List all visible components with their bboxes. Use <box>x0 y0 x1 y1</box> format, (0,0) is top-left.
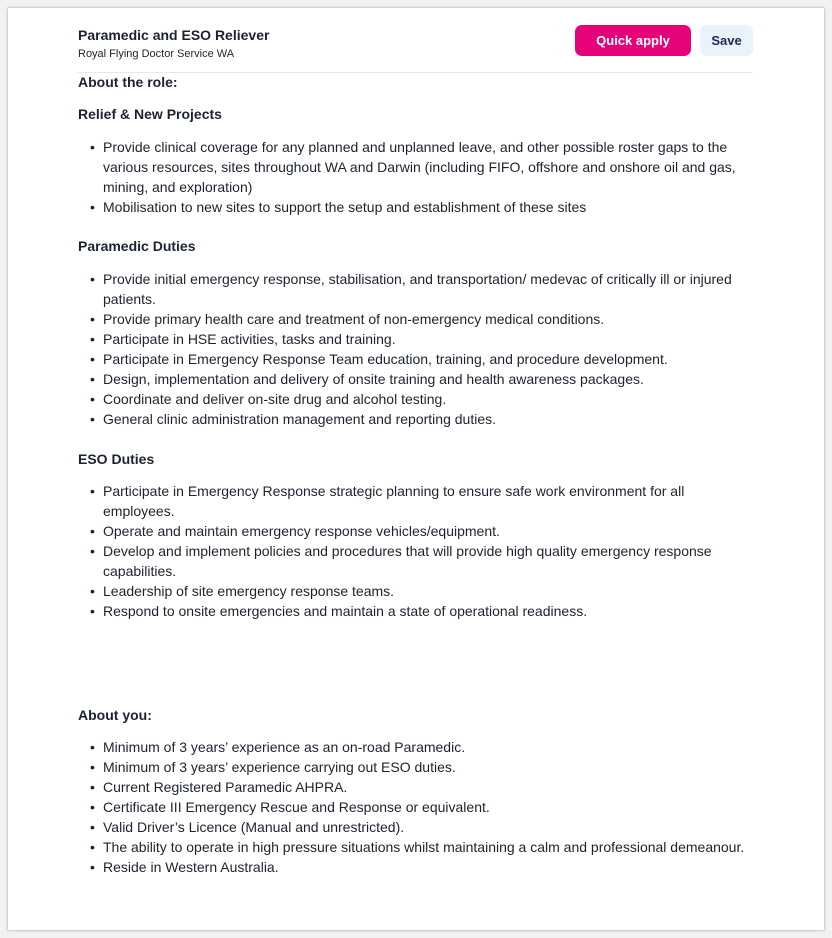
list-item: • The ability to operate in high pressure situations whilst maintaining a calm and professional demeanour. <box>78 837 758 857</box>
list-item: • Develop and implement policies and procedures that will provide high quality emergency response capabilities. <box>78 541 758 581</box>
relief-list <box>78 137 758 217</box>
list-item: • General clinic administration management and reporting duties. <box>78 409 758 429</box>
list-item: • Minimum of 3 years’ experience carrying out ESO duties. <box>78 757 758 777</box>
list-item: • Reside in Western Australia. <box>78 857 758 877</box>
eso-duties-list <box>78 481 758 621</box>
job-title: Paramedic and ESO Reliever <box>78 27 270 43</box>
list-item: • Provide clinical coverage for any planned and unplanned leave, and other possible roster gaps to the various resources, sites throughout WA and Darwin (including FIFO, offshore and onshore oil and gas, mining, and exploration) <box>78 137 758 197</box>
section-heading-relief: Relief & New Projects <box>78 106 222 122</box>
list-item: • Participate in Emergency Response Team education, training, and procedure development. <box>78 349 758 369</box>
about-you-list <box>78 737 758 877</box>
quick-apply-button[interactable]: Quick apply <box>575 25 691 56</box>
list-item: • Design, implementation and delivery of onsite training and health awareness packages. <box>78 369 758 389</box>
save-button[interactable]: Save <box>700 25 753 56</box>
list-item: • Certificate III Emergency Rescue and Response or equivalent. <box>78 797 758 817</box>
list-item: • Minimum of 3 years’ experience as an on-road Paramedic. <box>78 737 758 757</box>
list-item: • Coordinate and deliver on-site drug and alcohol testing. <box>78 389 758 409</box>
list-item: • Participate in Emergency Response strategic planning to ensure safe work environment for all employees. <box>78 481 758 521</box>
list-item: • Valid Driver’s Licence (Manual and unrestricted). <box>78 817 758 837</box>
job-header <box>78 8 753 73</box>
list-item: • Respond to onsite emergencies and maintain a state of operational readiness. <box>78 601 758 621</box>
list-item: • Participate in HSE activities, tasks and training. <box>78 329 758 349</box>
list-item: • Leadership of site emergency response teams. <box>78 581 758 601</box>
list-item: • Mobilisation to new sites to support the setup and establishment of these sites <box>78 197 758 217</box>
list-item: • Current Registered Paramedic AHPRA. <box>78 777 758 797</box>
advertiser-name[interactable]: Royal Flying Doctor Service WA <box>78 48 235 60</box>
section-heading-eso: ESO Duties <box>78 451 155 467</box>
job-detail-card <box>8 8 824 930</box>
list-item: • Provide initial emergency response, stabilisation, and transportation/ medevac of critically ill or injured patients. <box>78 269 758 309</box>
about-you-heading: About you: <box>78 707 152 723</box>
about-role-heading: About the role: <box>78 74 178 90</box>
section-heading-paramedic: Paramedic Duties <box>78 238 196 254</box>
list-item: • Operate and maintain emergency response vehicles/equipment. <box>78 521 758 541</box>
job-description <box>78 72 758 877</box>
list-item: • Provide primary health care and treatment of non-emergency medical conditions. <box>78 309 758 329</box>
paramedic-duties-list <box>78 269 758 429</box>
